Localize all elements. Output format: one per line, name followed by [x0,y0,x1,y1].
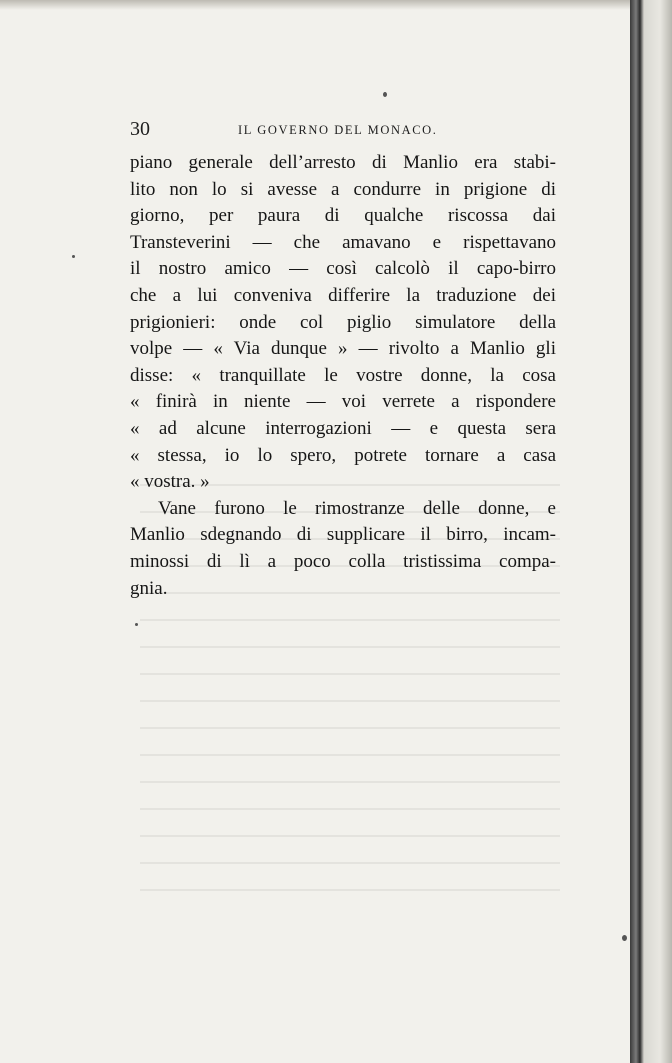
text-line: « vostra. » [130,471,210,493]
page-number: 30 [130,118,150,140]
running-title: IL GOVERNO DEL MONACO. [238,123,438,137]
page-top-shadow [0,0,630,10]
page-header [130,118,560,144]
text-line: minossi di lì a poco colla tristissima compa- [130,550,556,572]
paper-speck [135,623,138,626]
text-line: lito non lo si avesse a condurre in prigione di [130,178,556,200]
text-line: « finirà in niente — voi verrete a rispondere [130,391,556,413]
paper-speck [72,255,75,258]
text-line: Transteverini — che amavano e rispettavano [130,231,556,253]
text-line: prigionieri: onde col piglio simulatore della [130,311,556,333]
text-line: Manlio sdegnando di supplicare il birro, incam- [130,524,556,546]
text-line: gnia. [130,577,168,599]
adjacent-page-edge [630,0,672,1063]
text-line: Vane furono le rimostranze delle donne, e [158,497,556,519]
text-line: piano generale dell’arresto di Manlio era stabi- [130,152,556,173]
text-line: il nostro amico — così calcolò il capo-birro [130,258,556,280]
text-line: volpe — « Via dunque » — rivolto a Manlio gli [130,338,556,360]
paper-speck [383,92,387,97]
text-line: « stessa, io lo spero, potrete tornare a casa [130,444,556,466]
text-line: « ad alcune interrogazioni — e questa sera [130,417,556,439]
text-line: disse: « tranquillate le vostre donne, la cosa [130,364,556,386]
body-text [130,150,556,602]
paper-speck [622,935,627,941]
text-line: giorno, per paura di qualche riscossa dai [130,205,556,227]
text-line: che a lui conveniva differire la traduzione dei [130,284,556,306]
